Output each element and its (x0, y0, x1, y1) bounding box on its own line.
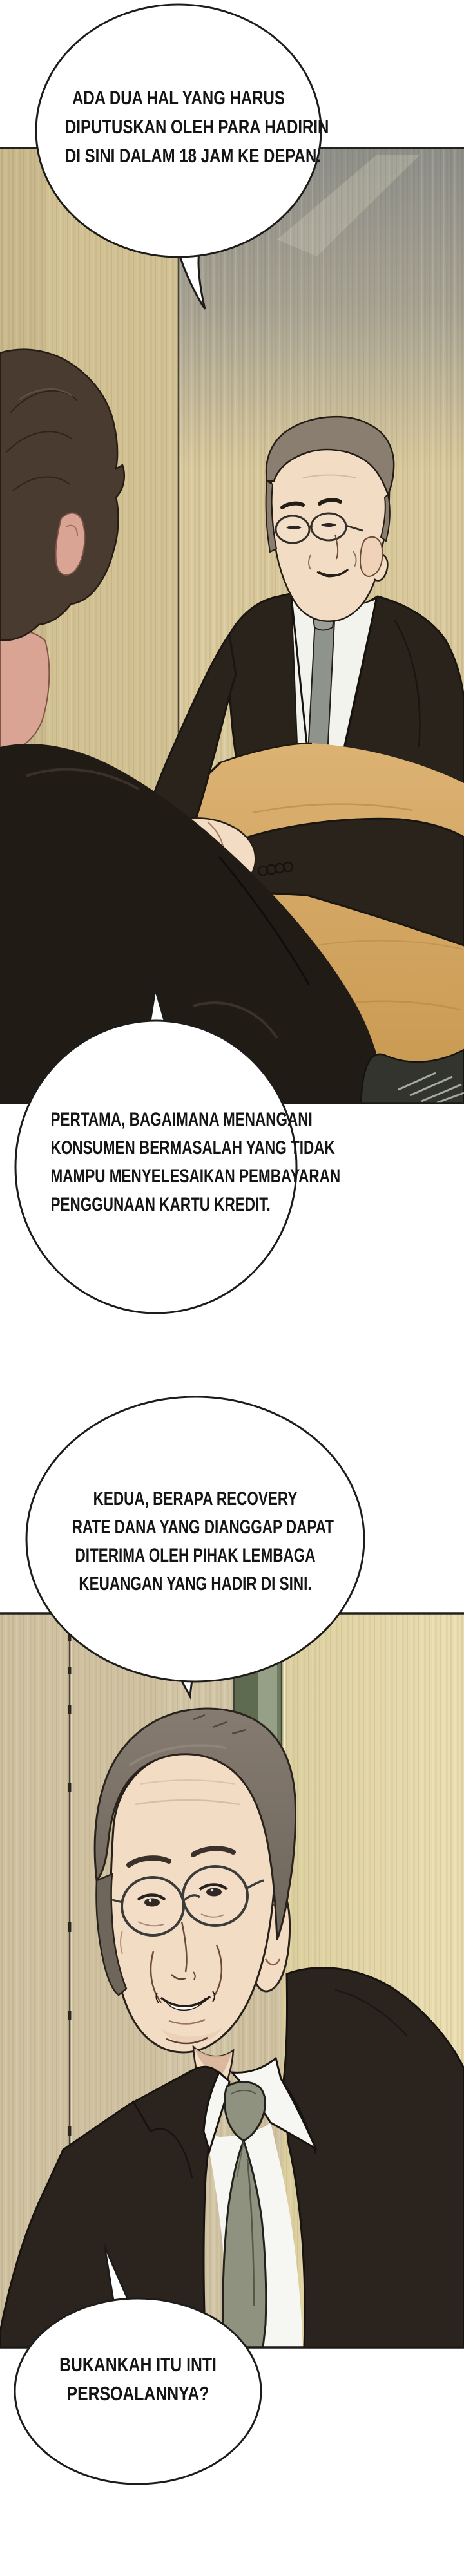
bubble-line: MAMPU MENYELESAIKAN PEMBAYARAN (50, 1166, 341, 1187)
bubble-line: KEDUA, BERAPA RECOVERY (93, 1488, 298, 1510)
bubble-line: DI SINI DALAM 18 JAM KE DEPAN. (65, 146, 321, 167)
bubble-line: KONSUMEN BERMASALAH YANG TIDAK (50, 1137, 335, 1159)
bubble-4-text (43, 2350, 233, 2408)
bubble-line: DIPUTUSKAN OLEH PARA HADIRIN (65, 117, 329, 138)
bubble-line: ADA DUA HAL YANG HARUS (72, 88, 285, 109)
panel-2 (0, 1613, 464, 2347)
bubble-line: DITERIMA OLEH PIHAK LEMBAGA (75, 1545, 316, 1566)
bubble-3-text (72, 1485, 334, 1598)
bubble-2-text (50, 1106, 341, 1219)
bubble-1-text (65, 84, 329, 171)
bubble-line: PENGGUNAAN KARTU KREDIT. (50, 1194, 271, 1215)
bubble-line: KEUANGAN YANG HADIR DI SINI. (79, 1573, 312, 1595)
bubble-line: PERSOALANNYA? (66, 2382, 209, 2405)
bubble-line: BUKANKAH ITU INTI (59, 2353, 217, 2376)
bubble-line: RATE DANA YANG DIANGGAP DAPAT (72, 1517, 334, 1538)
panel-1 (0, 148, 464, 1103)
bubble-line: PERTAMA, BAGAIMANA MENANGANI (50, 1109, 313, 1130)
